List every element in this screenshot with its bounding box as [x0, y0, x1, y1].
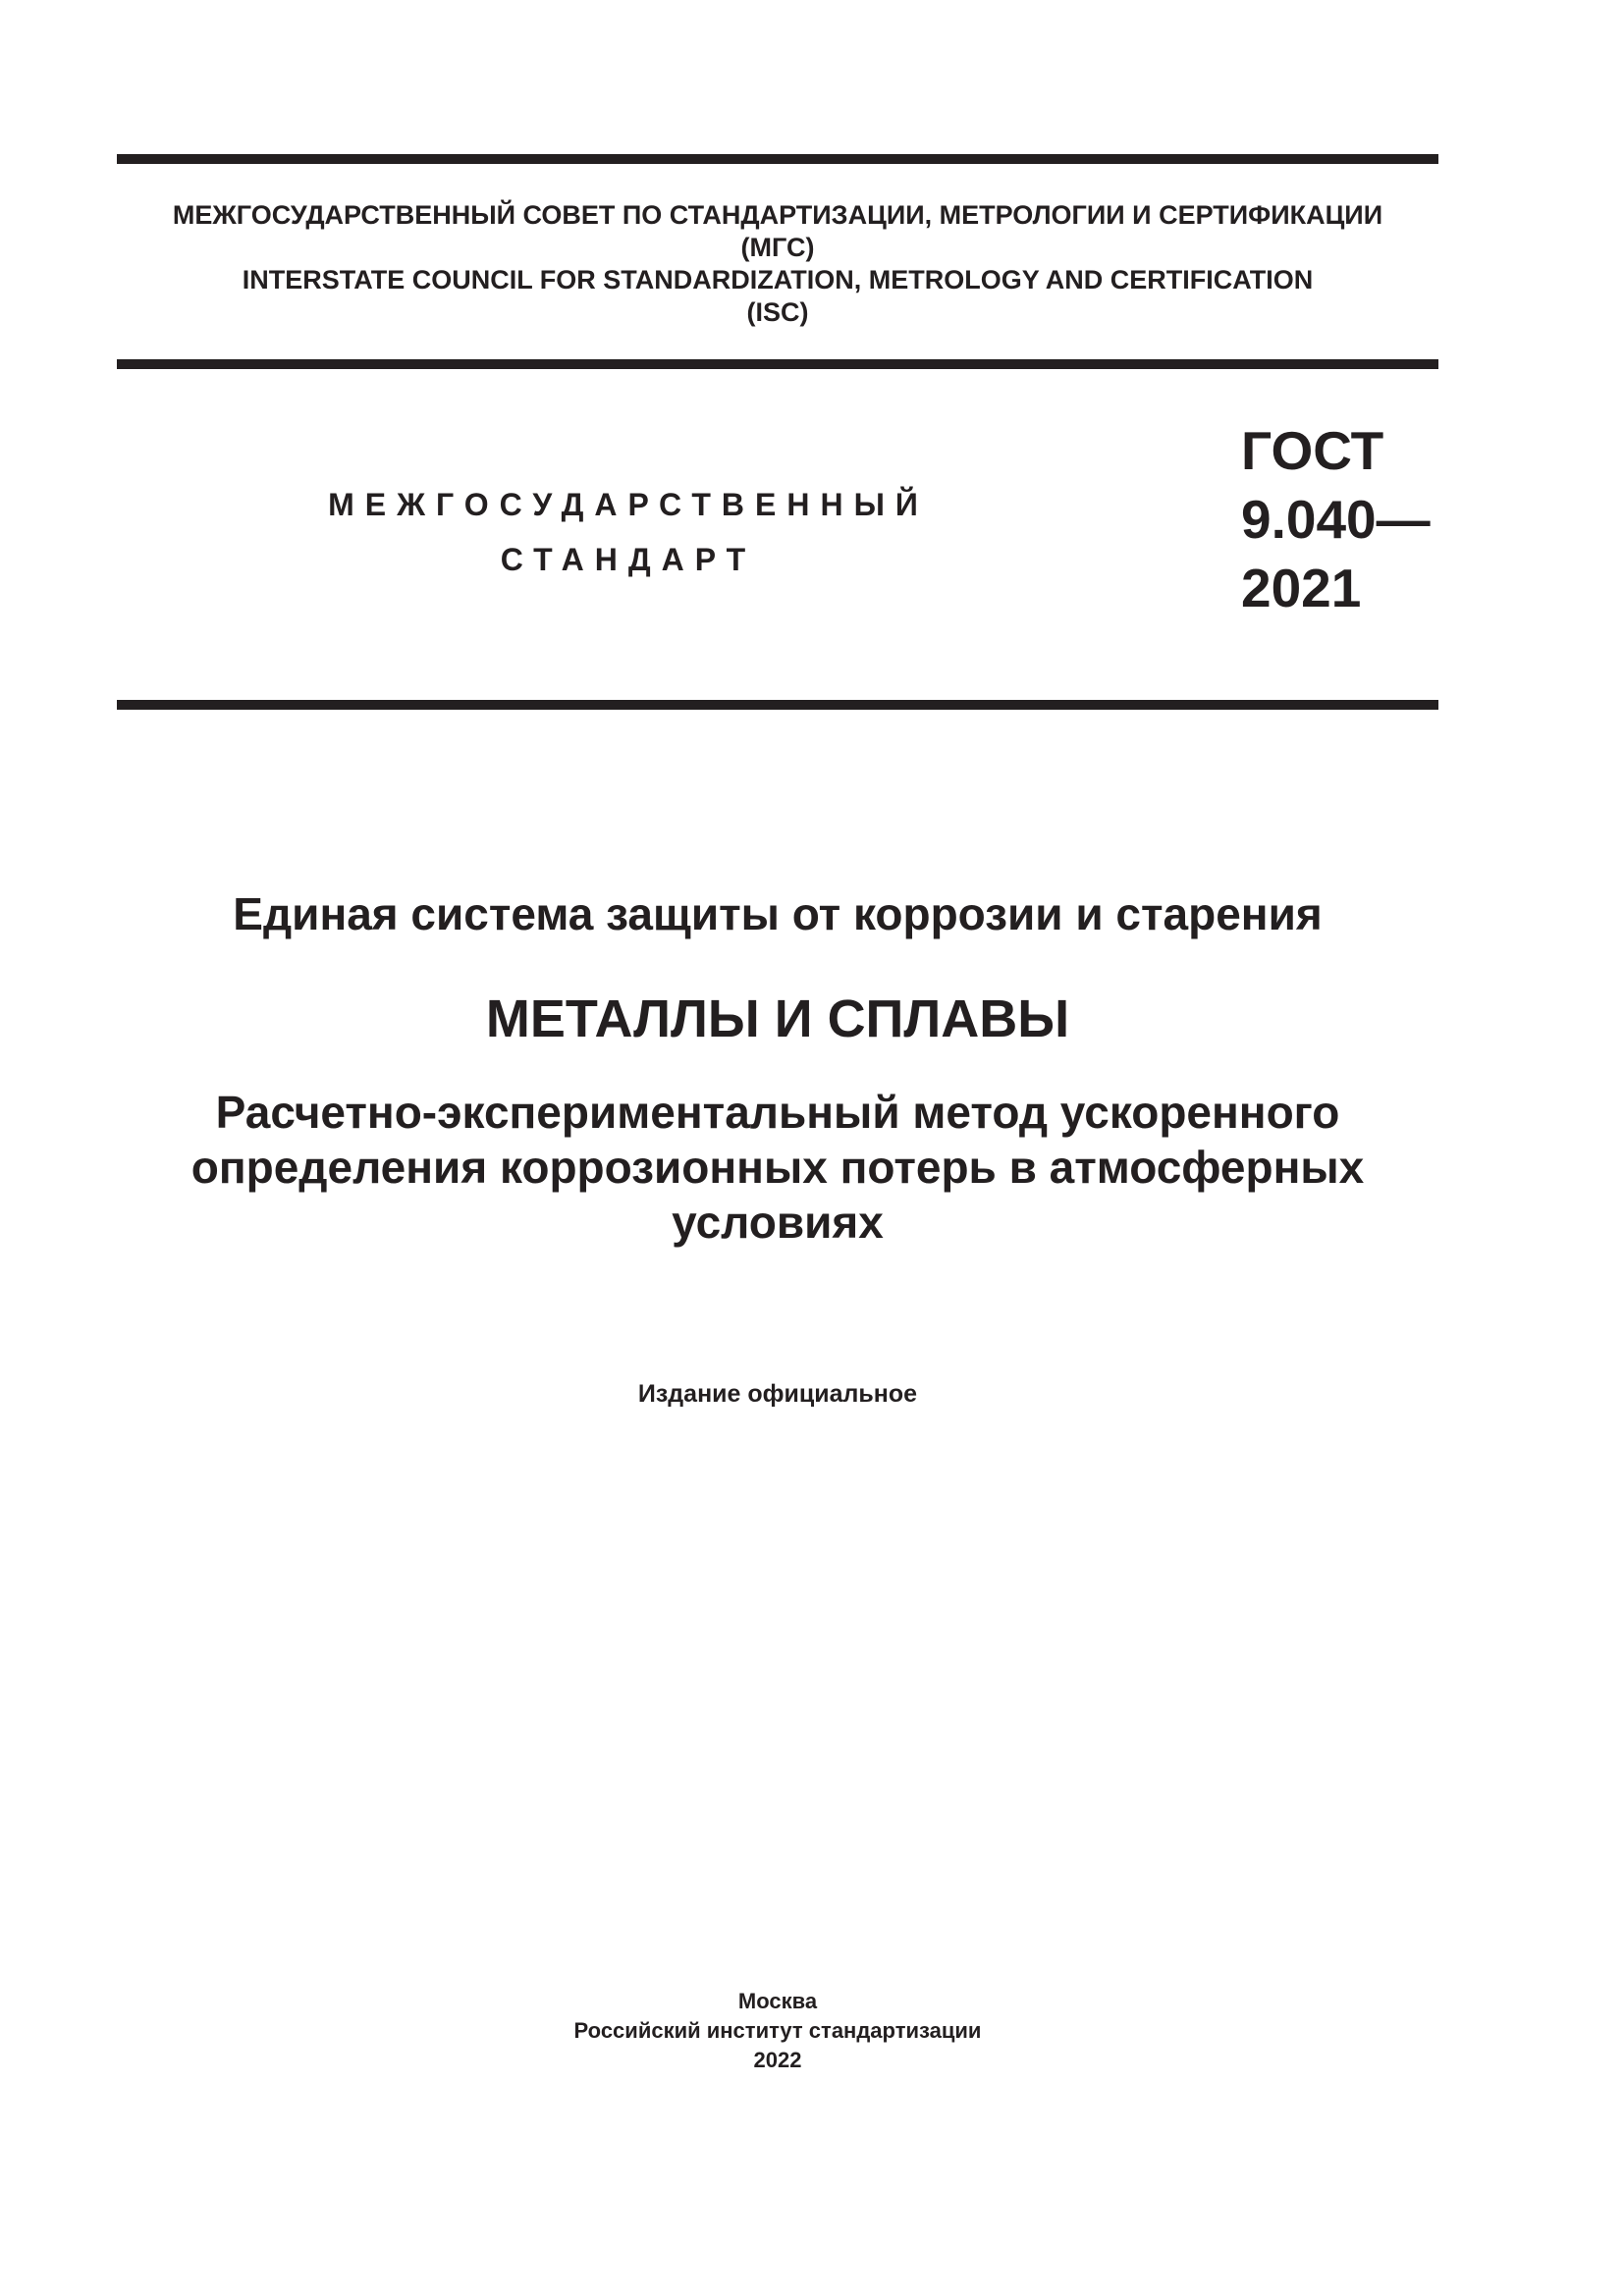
lower-rule	[117, 700, 1438, 710]
council-name-en: INTERSTATE COUNCIL FOR STANDARDIZATION, METROLOGY AND CERTIFICATION	[242, 265, 1314, 294]
subtitle-line-2: определения коррозионных потерь в атмосферных	[190, 1142, 1365, 1193]
imprint-year: 2022	[753, 2048, 802, 2072]
council-name-ru: МЕЖГОСУДАРСТВЕННЫЙ СОВЕТ ПО СТАНДАРТИЗАЦИИ, МЕТРОЛОГИИ И СЕРТИФИКАЦИИ	[172, 200, 1383, 230]
imprint-city: Москва	[737, 1989, 818, 2013]
standard-number: 9.040—	[1241, 489, 1431, 550]
edition-note: Издание официальное	[637, 1380, 918, 1408]
standard-prefix: ГОСТ	[1241, 420, 1384, 481]
standard-type-line-2: СТАНДАРТ	[500, 542, 757, 577]
council-abbr-en: (ISC)	[746, 297, 809, 327]
council-header	[117, 199, 1438, 329]
standard-type-line-1: МЕЖГОСУДАРСТВЕННЫЙ	[328, 487, 929, 522]
subtitle-line-1: Расчетно-экспериментальный метод ускоренного	[215, 1087, 1340, 1138]
subtitle-line-3: условиях	[672, 1197, 884, 1248]
top-rule	[117, 154, 1438, 164]
imprint	[117, 1987, 1438, 2075]
middle-rule	[117, 359, 1438, 369]
series-title: Единая система защиты от коррозии и старения	[233, 888, 1323, 939]
standard-designation	[1241, 416, 1431, 622]
standard-year: 2021	[1241, 558, 1362, 618]
subtitle	[117, 1085, 1438, 1250]
council-abbr-ru: (МГС)	[740, 233, 815, 262]
main-title: МЕТАЛЛЫ И СПЛАВЫ	[485, 989, 1070, 1048]
imprint-publisher: Российский институт стандартизации	[573, 2018, 982, 2043]
standard-type	[295, 477, 962, 587]
